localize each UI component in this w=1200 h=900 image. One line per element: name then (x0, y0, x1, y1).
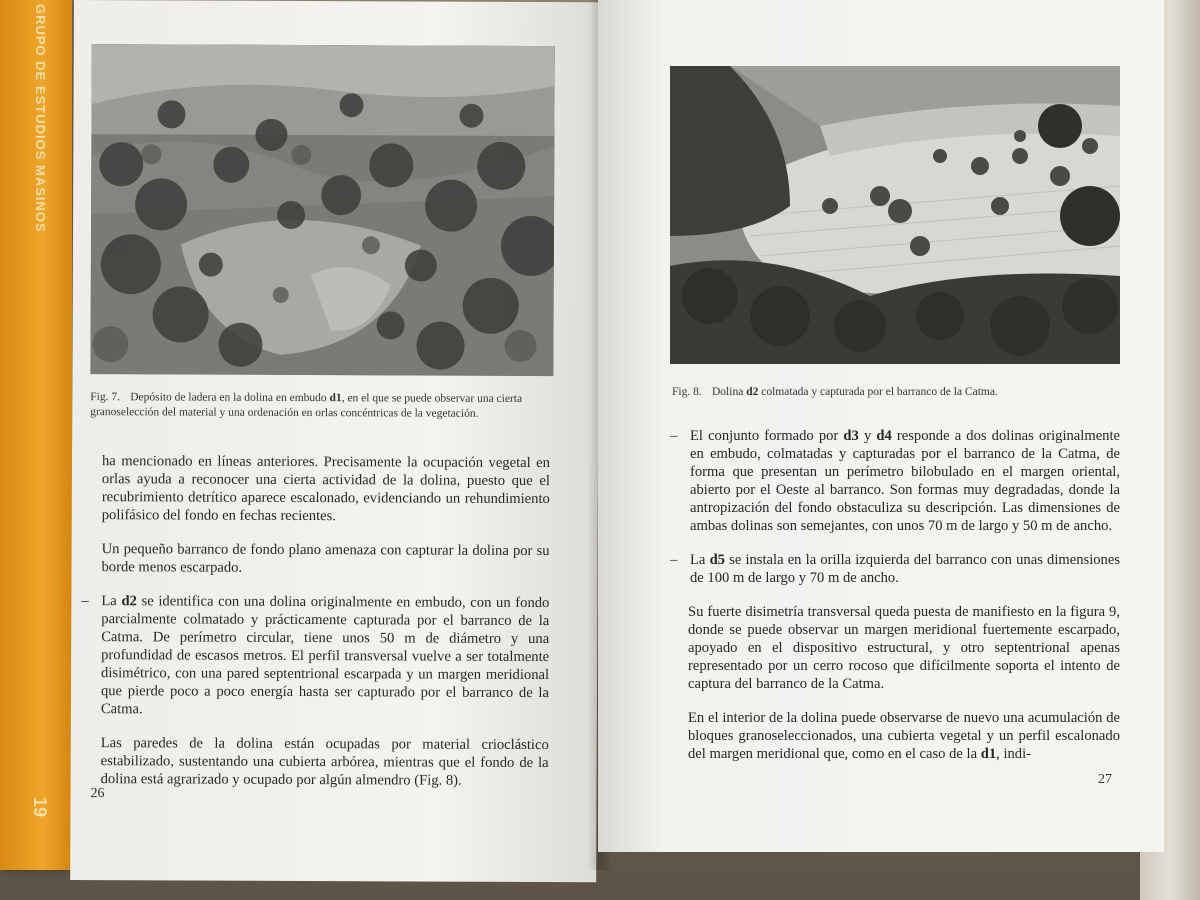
list-item-text: La (690, 552, 710, 568)
term-d2: d2 (121, 593, 137, 610)
figure-7-photo (90, 44, 554, 376)
list-item-text-end: se identifica con una dolina originalmente en embudo, con un fondo parcialmente colmatado y prácticamente capturada por el barranco de la Catma. De perímetro circular, tiene unos 50 m de diámetro y una profundidad de escasos metros. El perfil transversal vuelve a ser totalmente disimétrico, con una pared septentrional escarpada y un margen meridional que pierde poco a poco energía hasta ser capturado por el barranco de la Catma. (100, 593, 550, 718)
list-item-d2 (81, 592, 550, 720)
list-item-text: El conjunto formado por (690, 428, 844, 444)
figure-8-caption-text-end: colmatada y capturada por el barranco de la Catma. (758, 386, 998, 398)
figure-7-label: Fig. 7. (90, 391, 121, 404)
paragraph-text-end: , indi- (996, 746, 1032, 762)
figure-8-label: Fig. 8. (672, 386, 702, 398)
term-d4: d4 (876, 428, 892, 444)
paragraph: Las paredes de la dolina están ocupadas por material crioclástico estabilizado, sustentando una cubierta arbórea, mientras que el fondo de la dolina está agrarizado y ocupado por algún almendro (Fig. 8). (100, 735, 549, 789)
paragraph: ha mencionado en líneas anteriores. Precisamente la ocupación vegetal en orlas ayuda a reconocer una cierta actividad de la dolina, puesto que el recubrimiento detrítico aparece escalonado, evidenciando un rehundimiento polifásico del fondo en fechas recientes. (101, 453, 551, 525)
right-page (598, 0, 1164, 852)
list-item-d5 (670, 551, 1120, 587)
list-item-text-end: responde a dos dolinas originalmente en embudo, colmatadas y capturadas por el barranco de la Catma, de forma que presentan un perímetro bilobulado en el margen oriental, abierto por el Oeste al barranco. Son formas muy degradadas, donde la antropización del fondo obstaculiza su descripción. Las dimensiones de ambas dolinas son semejantes, con unos 70 m de largo y 50 m de ancho. (690, 428, 1120, 534)
paragraph: Un pequeño barranco de fondo plano amenaza con capturar la dolina por su borde menos escarpado. (101, 541, 550, 576)
page-number: 26 (90, 786, 105, 802)
figure-7-caption (90, 390, 552, 422)
book-spine (0, 0, 72, 870)
list-dash: – (670, 552, 678, 568)
list-item-text: La (101, 593, 122, 610)
list-item-d3-d4 (670, 427, 1120, 535)
figure-7-caption-term: d1 (329, 392, 342, 405)
term-d5: d5 (709, 552, 725, 568)
term-d1: d1 (980, 746, 997, 762)
figure-7-caption-text-end: , en el que se puede observar una cierta granoselección del material y una ordenación en orlas concéntricas de la vegetación. (90, 392, 523, 420)
spine-title: GRUPO DE ESTUDIOS MASINOS (33, 4, 48, 233)
paragraph: Su fuerte disimetría transversal queda puesta de manifiesto en la figura 9, donde se puede observar un margen meridional fuertemente escarpado, apoyado en el dispositivo estructural, y otro septentrional apenas representado por un cerro rocoso que difícilmente soporta el intento de captura del barranco de la Catma. (688, 604, 1120, 692)
spine-number: 19 (30, 796, 50, 818)
figure-8-caption-term: d2 (746, 386, 759, 398)
term-d3: d3 (843, 428, 859, 444)
left-page (70, 0, 600, 882)
paragraph (670, 709, 1120, 763)
page-number: 27 (1098, 772, 1112, 787)
figure-7-caption-text: Depósito de ladera en la dolina en embudo (130, 391, 330, 405)
right-page-body (670, 427, 1120, 779)
figure-8-photo (670, 66, 1120, 364)
list-dash: – (81, 593, 89, 610)
figure-8-caption-text: Dolina (712, 386, 747, 398)
list-item-text-end: se instala en la orilla izquierda del barranco con unas dimensiones de 100 m de largo y 70 m de ancho. (690, 552, 1121, 586)
list-dash: – (670, 428, 678, 444)
list-item-text-mid: y (858, 428, 877, 444)
figure-8-caption (672, 385, 1118, 400)
paragraph-text: En el interior de la dolina puede observarse de nuevo una acumulación de bloques granoseleccionados, una cubierta vegetal y un perfil escalonado del margen meridional que, como en el caso de la (688, 710, 1120, 762)
